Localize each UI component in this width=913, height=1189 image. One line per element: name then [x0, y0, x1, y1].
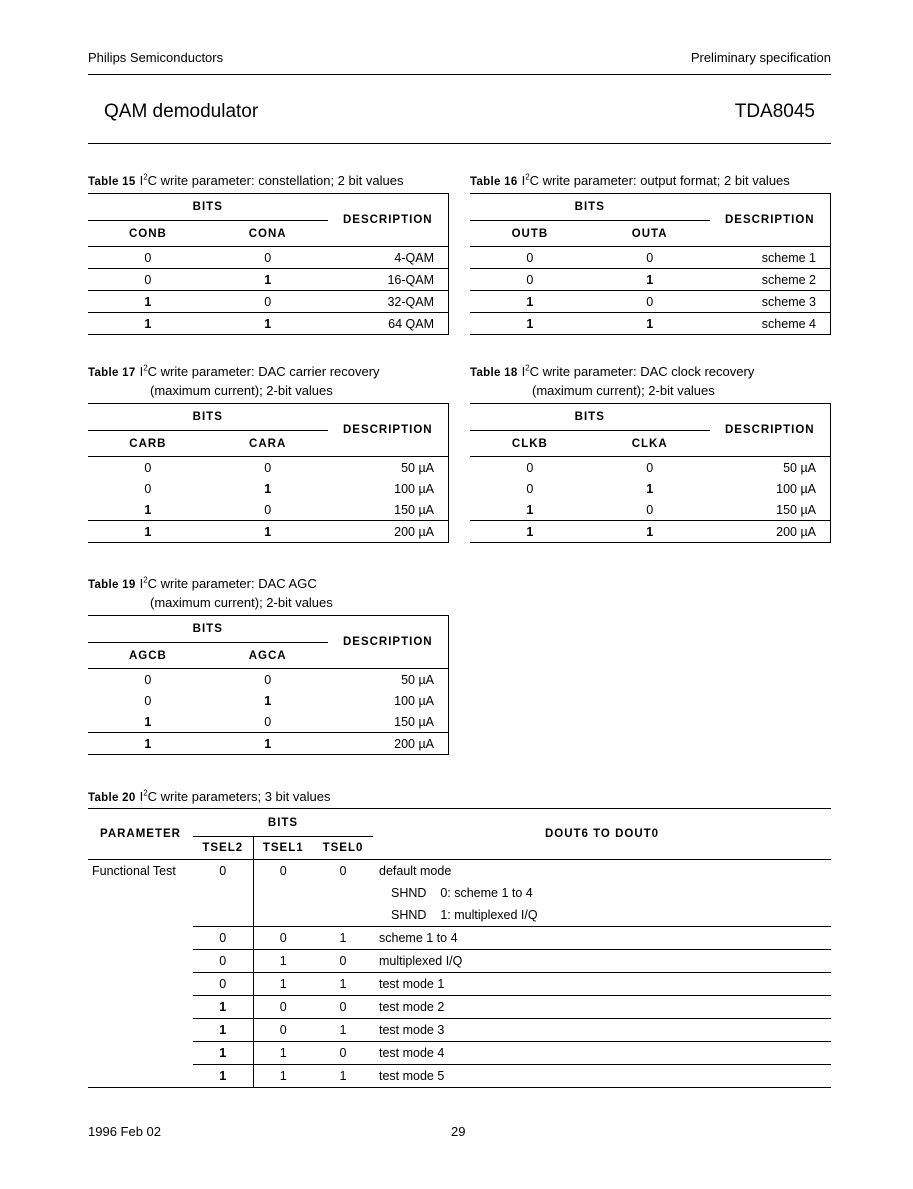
cell-dout: scheme 1 to 4: [373, 927, 831, 950]
cell-description: 50 µA: [328, 669, 449, 691]
table-row: [470, 269, 831, 291]
table-18: [470, 403, 831, 543]
description-header: DESCRIPTION: [710, 194, 831, 247]
cell-description: scheme 2: [710, 269, 831, 291]
col-header: OUTA: [590, 221, 710, 247]
cell-tsel1: 1: [253, 1042, 313, 1065]
bits-header: BITS: [193, 809, 373, 837]
cell-bit-a: 1: [264, 693, 272, 708]
table-row: [88, 669, 449, 691]
cell-tsel2: 1: [193, 1019, 253, 1042]
cell-bit-b: 1: [470, 291, 590, 313]
cell-tsel0: 1: [313, 927, 373, 950]
sub-value: 1: multiplexed I/Q: [440, 908, 538, 922]
cell-tsel1: 1: [253, 950, 313, 973]
cell-tsel2: 0: [193, 973, 253, 996]
cell-dout: test mode 2: [373, 996, 831, 1019]
cell-bit-b: 1: [88, 313, 208, 335]
col-header: CLKB: [470, 431, 590, 457]
table-row: [88, 247, 449, 269]
cell-bit-b: 1: [470, 521, 590, 543]
table-15-caption: Table 15 $I^2C$ write parameter: constellation; 2 bit values: [88, 173, 404, 189]
cell-tsel1: 0: [253, 996, 313, 1019]
cell-description: 50 µA: [710, 457, 831, 479]
table-row: [470, 521, 831, 543]
table-row: [88, 478, 449, 499]
cell-bit-a: 1: [646, 481, 654, 496]
cell-bit-a: 0: [208, 499, 328, 521]
header-rule: [88, 74, 831, 75]
table-row: [88, 457, 449, 479]
table-15: [88, 193, 449, 335]
cell-dout: multiplexed I/Q: [373, 950, 831, 973]
sub-key: SHND: [391, 886, 427, 900]
description-header: DESCRIPTION: [328, 616, 449, 669]
cell-bit-b: 1: [88, 521, 208, 543]
cell-description: 50 µA: [328, 457, 449, 479]
table-row: [470, 478, 831, 499]
table-row: [88, 973, 831, 996]
cell-description: 200 µA: [328, 733, 449, 755]
cell-description: 100 µA: [328, 690, 449, 711]
table-row: [470, 457, 831, 479]
cell-bit-a: 1: [208, 521, 328, 543]
table-20: [88, 808, 831, 1088]
cell-tsel2: 1: [193, 1042, 253, 1065]
cell-tsel1: 0: [253, 927, 313, 950]
cell-bit-a: 0: [208, 711, 328, 733]
cell-bit-a: 0: [264, 460, 272, 475]
cell-bit-b: 1: [88, 711, 208, 733]
table-row: [470, 291, 831, 313]
doc-type: Preliminary specification: [690, 50, 831, 65]
col-header: CONA: [208, 221, 328, 247]
cell-description: 4-QAM: [328, 247, 449, 269]
cell-tsel0: 0: [313, 950, 373, 973]
cell-tsel0: 1: [313, 1065, 373, 1088]
cell-bit-b: 1: [470, 499, 590, 521]
table-17: [88, 403, 449, 543]
cell-bit-a: 1: [590, 313, 710, 335]
table-row: [88, 521, 449, 543]
cell-description: 64 QAM: [328, 313, 449, 335]
table-17-caption: Table 17 $I^2C$ write parameter: DAC carrier recovery (maximum current); 2-bit values: [88, 364, 380, 399]
cell-tsel2: 0: [193, 860, 253, 927]
col-header: OUTB: [470, 221, 590, 247]
bits-header: BITS: [88, 404, 328, 431]
cell-bit-b: 0: [526, 460, 534, 475]
description-header: DESCRIPTION: [328, 404, 449, 457]
cell-tsel2: 1: [193, 996, 253, 1019]
cell-description: scheme 3: [710, 291, 831, 313]
title-rule: [88, 143, 831, 144]
table-row: [88, 269, 449, 291]
cell-description: 150 µA: [710, 499, 831, 521]
cell-bit-a: 0: [590, 247, 710, 269]
table-row: [470, 313, 831, 335]
table-row: [88, 1019, 831, 1042]
cell-dout: test mode 5: [373, 1065, 831, 1088]
table-row: [88, 860, 831, 883]
cell-tsel0: 1: [313, 973, 373, 996]
cell-tsel1: 0: [279, 864, 287, 878]
table-20-caption: Table 20 $I^2C$ write parameters; 3 bit values: [88, 789, 331, 805]
cell-bit-b: 1: [470, 313, 590, 335]
cell-description: 200 µA: [328, 521, 449, 543]
col-header: CARB: [88, 431, 208, 457]
cell-bit-a: 1: [208, 733, 328, 755]
description-header: DESCRIPTION: [328, 194, 449, 247]
cell-bit-a: 1: [264, 481, 272, 496]
cell-bit-b: 0: [144, 672, 152, 687]
col-header: TSEL2: [193, 837, 253, 860]
cell-bit-b: 0: [526, 481, 534, 496]
cell-tsel1: 0: [253, 1019, 313, 1042]
page-title: QAM demodulator: [104, 101, 259, 122]
col-header: TSEL0: [313, 837, 373, 860]
cell-bit-b: 0: [144, 460, 152, 475]
col-header: CARA: [208, 431, 328, 457]
table-16-caption: Table 16 $I^2C$ write parameter: output format; 2 bit values: [470, 173, 790, 189]
bits-header: BITS: [88, 616, 328, 643]
cell-tsel0: 0: [339, 864, 347, 878]
cell-description: 200 µA: [710, 521, 831, 543]
cell-bit-a: 0: [590, 291, 710, 313]
sub-key: SHND: [391, 908, 427, 922]
col-header: AGCB: [88, 643, 208, 669]
cell-bit-a: 1: [208, 269, 328, 291]
dout-header: DOUT6 TO DOUT0: [373, 809, 831, 860]
table-row: [88, 313, 449, 335]
table-row: [88, 996, 831, 1019]
cell-bit-a: 1: [590, 269, 710, 291]
cell-tsel1: 1: [253, 1065, 313, 1088]
table-row: [88, 291, 449, 313]
cell-bit-b: 0: [470, 247, 590, 269]
cell-bit-b: 0: [144, 481, 152, 496]
cell-dout: default mode: [379, 864, 452, 878]
cell-dout: test mode 1: [373, 973, 831, 996]
part-number: TDA8045: [734, 101, 815, 122]
cell-bit-a: 0: [590, 499, 710, 521]
table-row: [88, 499, 449, 521]
parameter-cell: Functional Test: [88, 860, 193, 1088]
cell-description: 32-QAM: [328, 291, 449, 313]
cell-tsel2: 0: [193, 950, 253, 973]
table-row: [88, 733, 449, 755]
table-row: [88, 690, 449, 711]
page-number: 29: [451, 1124, 466, 1139]
bits-header: BITS: [88, 194, 328, 221]
cell-tsel2: 1: [193, 1065, 253, 1088]
cell-tsel0: 0: [313, 996, 373, 1019]
cell-bit-a: 1: [208, 313, 328, 335]
col-header: TSEL1: [253, 837, 313, 860]
cell-bit-b: 1: [88, 733, 208, 755]
cell-description: 100 µA: [328, 478, 449, 499]
table-row: [88, 1065, 831, 1088]
cell-bit-b: 0: [470, 269, 590, 291]
cell-description: scheme 1: [710, 247, 831, 269]
cell-description: 16-QAM: [328, 269, 449, 291]
cell-description: scheme 4: [710, 313, 831, 335]
table-row: [88, 927, 831, 950]
cell-bit-a: 0: [646, 460, 654, 475]
cell-tsel2: 0: [193, 927, 253, 950]
footer-date: 1996 Feb 02: [88, 1124, 162, 1139]
table-19: [88, 615, 449, 755]
company-name: Philips Semiconductors: [88, 50, 224, 65]
cell-bit-b: 1: [88, 499, 208, 521]
cell-bit-b: 0: [88, 269, 208, 291]
table-row: [88, 711, 449, 733]
description-header: DESCRIPTION: [710, 404, 831, 457]
table-19-caption: Table 19 $I^2C$ write parameter: DAC AGC (maximum current); 2-bit values: [88, 576, 333, 611]
table-row: [88, 950, 831, 973]
sub-value: 0: scheme 1 to 4: [440, 886, 533, 900]
cell-bit-a: 0: [208, 291, 328, 313]
cell-bit-a: 0: [208, 247, 328, 269]
col-header: CLKA: [590, 431, 710, 457]
cell-bit-a: 0: [264, 672, 272, 687]
bits-header: BITS: [470, 194, 710, 221]
cell-bit-b: 0: [88, 247, 208, 269]
table-18-caption: Table 18 $I^2C$ write parameter: DAC clock recovery (maximum current); 2-bit values: [470, 364, 755, 399]
cell-bit-b: 0: [144, 693, 152, 708]
cell-description: 100 µA: [710, 478, 831, 499]
table-16: [470, 193, 831, 335]
cell-dout: test mode 4: [373, 1042, 831, 1065]
cell-description: 150 µA: [328, 499, 449, 521]
cell-tsel0: 1: [313, 1019, 373, 1042]
cell-tsel0: 0: [313, 1042, 373, 1065]
table-row: [88, 1042, 831, 1065]
table-row: [470, 247, 831, 269]
table-row: [470, 499, 831, 521]
cell-bit-a: 1: [590, 521, 710, 543]
cell-tsel1: 1: [253, 973, 313, 996]
cell-dout: test mode 3: [373, 1019, 831, 1042]
bits-header: BITS: [470, 404, 710, 431]
parameter-header: PARAMETER: [88, 809, 193, 860]
col-header: AGCA: [208, 643, 328, 669]
col-header: CONB: [88, 221, 208, 247]
cell-description: 150 µA: [328, 711, 449, 733]
cell-bit-b: 1: [88, 291, 208, 313]
